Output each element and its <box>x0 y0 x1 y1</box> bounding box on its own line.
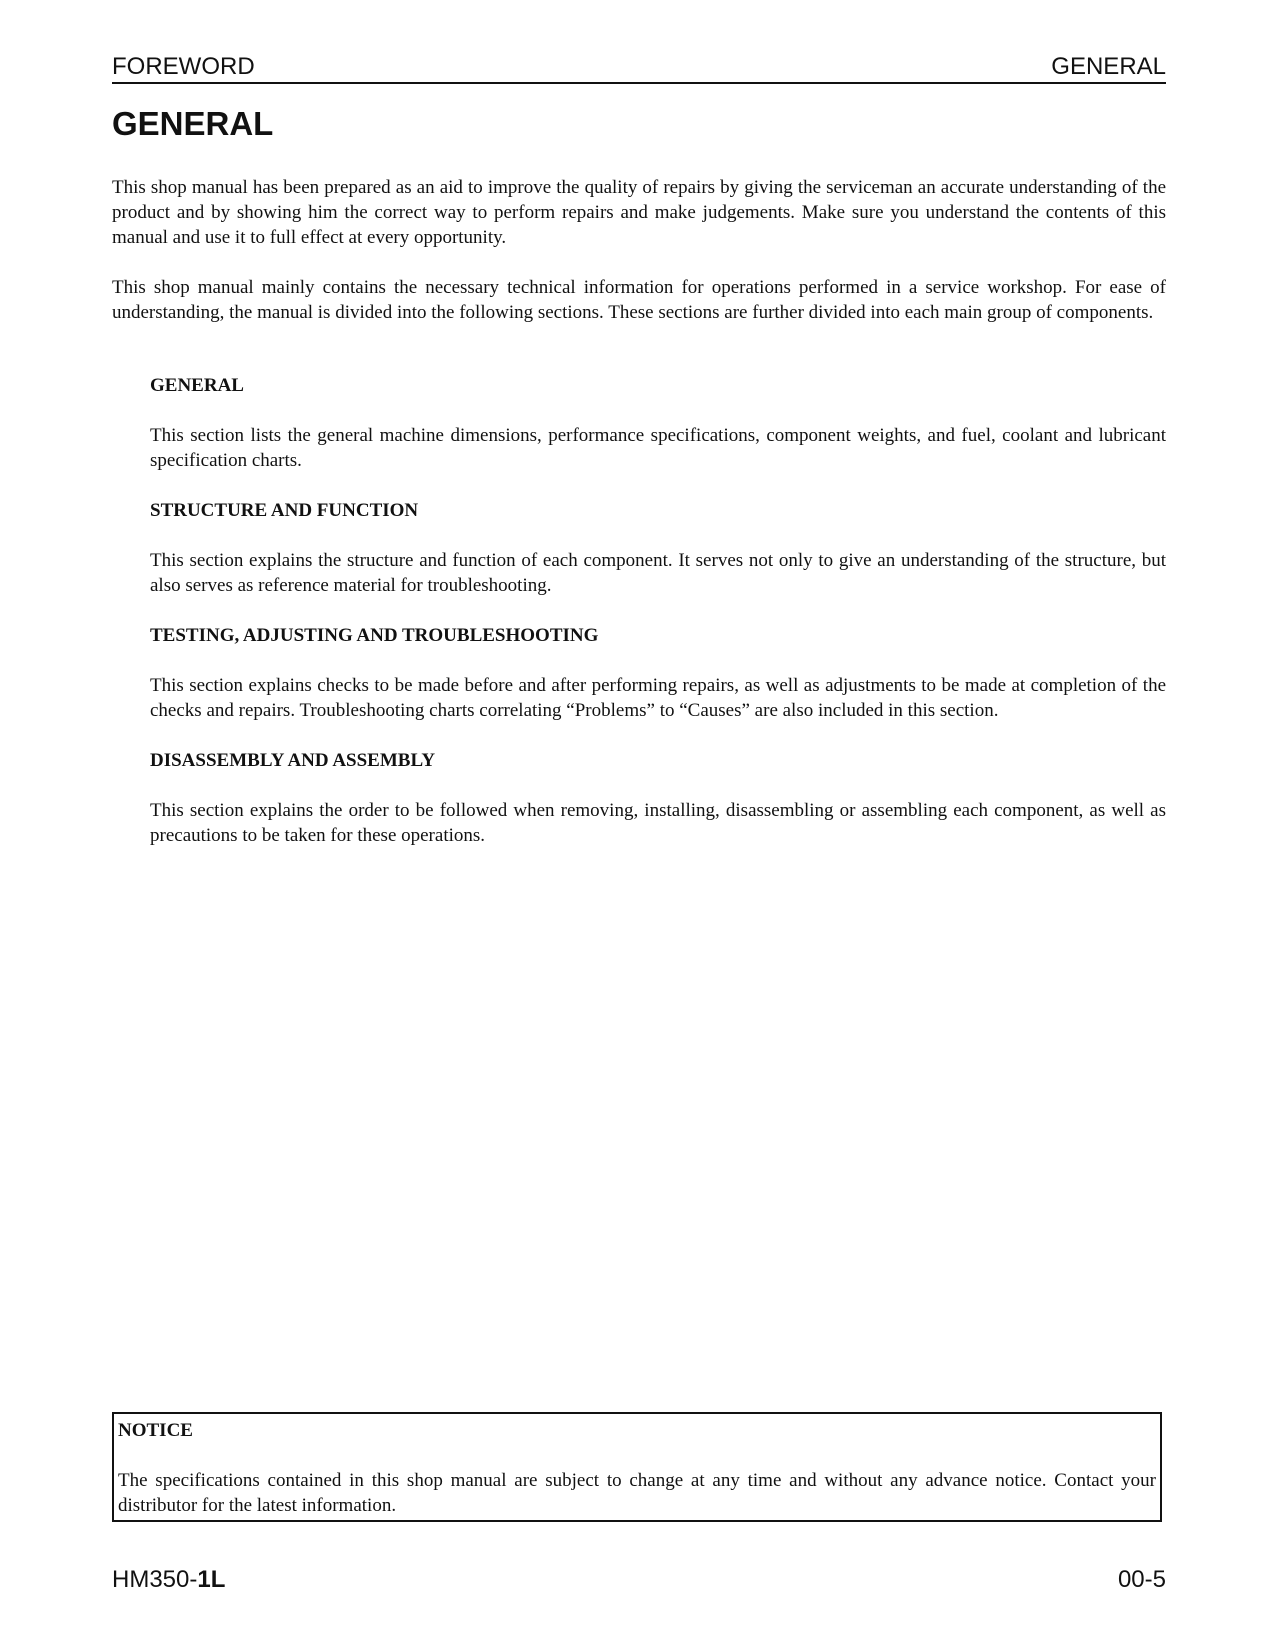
section-disassembly-assembly <box>150 748 1166 848</box>
intro-paragraph-2: This shop manual mainly contains the necessary technical information for operations performed in a service workshop. For ease of understanding, the manual is divided into the following sections. These sections are further divided into each main group of components. <box>112 277 1166 323</box>
header-section: GENERAL <box>1051 53 1166 80</box>
model-suffix: 1L <box>197 1566 226 1593</box>
model-number <box>112 1565 225 1595</box>
section-description: This section explains the order to be followed when removing, installing, disassembling or assembling each component, as well as precautions to be taken for these operations. <box>150 800 1166 846</box>
manual-page <box>112 0 1166 1650</box>
page-title: GENERAL <box>112 105 274 142</box>
notice-title: NOTICE <box>118 1420 193 1441</box>
section-general <box>150 373 1166 473</box>
page-footer <box>112 1565 1166 1597</box>
section-structure-and-function <box>150 498 1166 598</box>
running-header <box>112 54 1166 84</box>
section-list <box>150 373 1166 873</box>
intro-paragraph-1: This shop manual has been prepared as an aid to improve the quality of repairs by giving the serviceman an accurate understanding of the product and by showing him the correct way to perform repairs and make judgements. Make sure you understand the contents of this manual and use it to full effect at every opportunity. <box>112 177 1166 248</box>
section-heading: DISASSEMBLY AND ASSEMBLY <box>150 750 436 771</box>
section-heading: STRUCTURE AND FUNCTION <box>150 500 419 521</box>
section-testing-adjusting <box>150 623 1166 723</box>
page-number: 00-5 <box>1117 1566 1166 1593</box>
header-chapter: FOREWORD <box>112 53 255 80</box>
model-prefix: HM350- <box>112 1566 198 1593</box>
section-description: This section lists the general machine dimensions, performance specifications, component weights, and fuel, coolant and lubricant specification charts. <box>150 425 1166 471</box>
section-description: This section explains checks to be made before and after performing repairs, as well as adjustments to be made at completion of the checks and repairs. Troubleshooting charts correlating “Problems” to “Causes” are also included in this section. <box>150 675 1166 721</box>
section-heading: TESTING, ADJUSTING AND TROUBLESHOOTING <box>150 625 599 646</box>
notice-box <box>112 1412 1162 1522</box>
notice-text: The specifications contained in this shop manual are subject to change at any time and without any advance notice. Contact your distributor for the latest information. <box>118 1470 1156 1516</box>
section-description: This section explains the structure and function of each component. It serves not only to give an understanding of the structure, but also serves as reference material for troubleshooting. <box>150 550 1166 596</box>
section-heading: GENERAL <box>150 375 244 396</box>
